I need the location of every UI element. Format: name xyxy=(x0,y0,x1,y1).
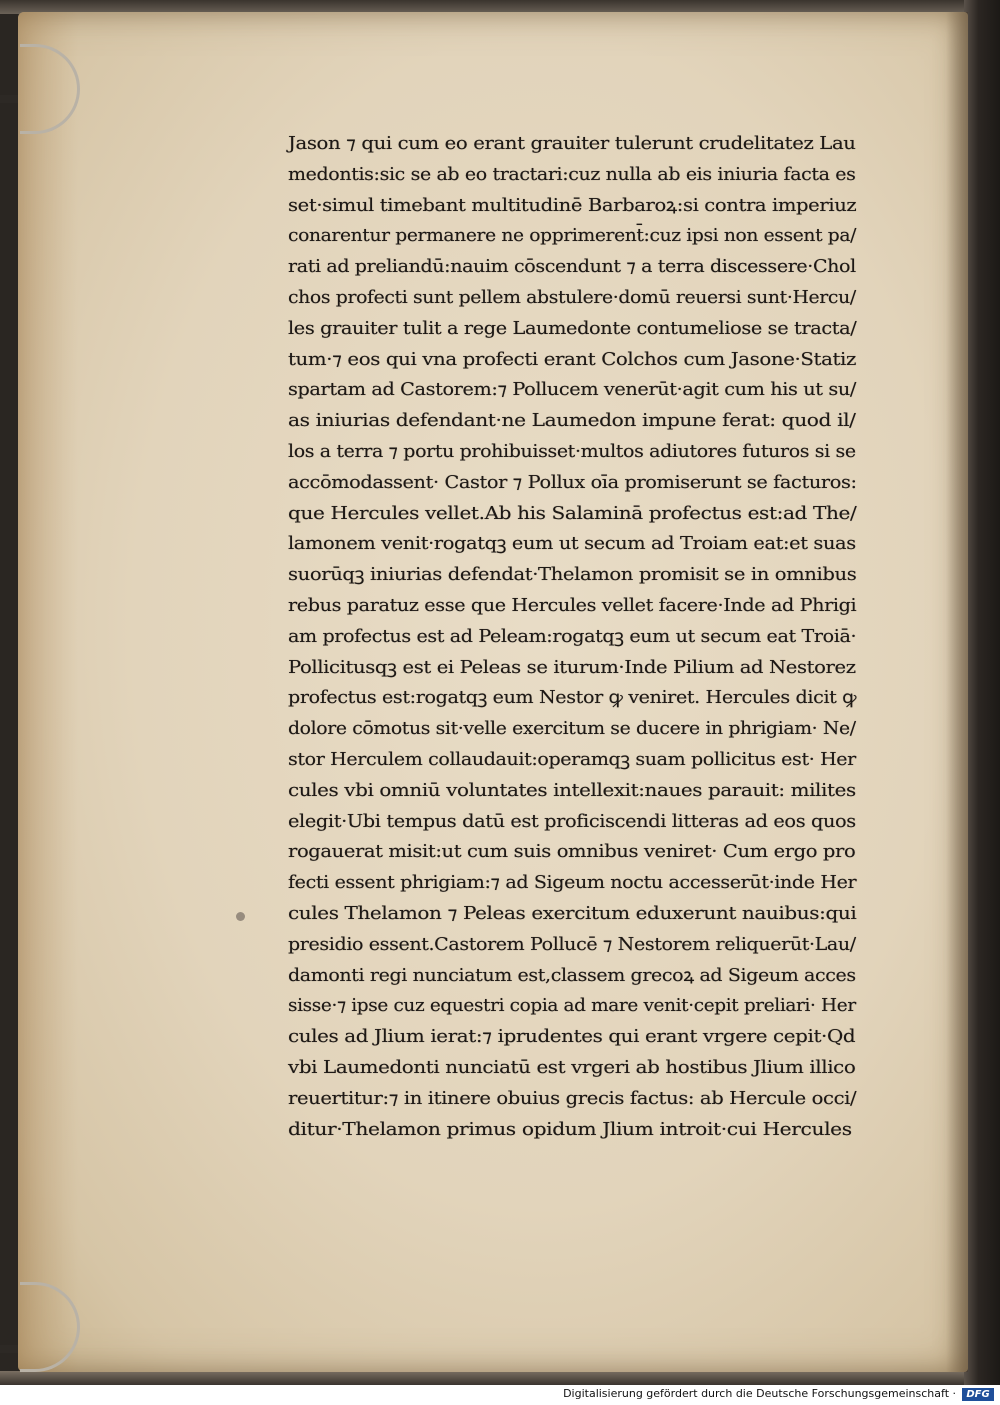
text-line: am profectus est ad Peleam:rogatqꝫ eum ut secum eat Troiā· xyxy=(288,626,857,647)
text-line: ditur·Thelamon primus opidum Jlium introit·cui Hercules xyxy=(288,1119,852,1140)
text-line: dolore cōmotus sit·velle exercitum se ducere in phrigiam· Ne/ xyxy=(288,719,856,740)
text-line: presidio essent.Castorem Pollucē ⁊ Nestorem reliquerūt·Lau/ xyxy=(288,934,856,955)
text-line: sisse·⁊ ipse cuz equestri copia ad mare venit·cepit preliari· Her xyxy=(288,996,856,1017)
dfg-logo: DFG xyxy=(962,1388,994,1401)
scanner-bed-bottom xyxy=(0,1371,1000,1385)
text-line: as iniurias defendant·ne Laumedon impune ferat: quod il/ xyxy=(288,411,856,432)
text-line: lamonem venit·rogatqꝫ eum ut secum ad Troiam eat:et suas xyxy=(288,534,856,555)
margin-stain xyxy=(18,12,78,1372)
ink-spot xyxy=(236,912,245,921)
text-line: profectus est:rogatqꝫ eum Nestor ꝙ veniret. Hercules dicit ꝙ xyxy=(288,688,857,709)
text-line: rebus paratuz esse que Hercules vellet facere·Inde ad Phrigi xyxy=(288,595,857,616)
text-line: set·simul timebant multitudinē Barbaroꝝ:si contra imperiuz xyxy=(288,195,857,216)
text-line: que Hercules vellet.Ab his Salaminā profectus est:ad The/ xyxy=(288,503,857,524)
text-line: Pollicitusqꝫ est ei Peleas se iturum·Inde Pilium ad Nestorez xyxy=(288,657,856,678)
text-column xyxy=(288,129,856,1145)
text-line: les grauiter tulit a rege Laumedonte contumeliose se tracta/ xyxy=(288,318,857,339)
text-line: tum·⁊ eos qui vna profecti erant Colchos cum Jasone·Statiz xyxy=(288,349,856,370)
text-line: conarentur permanere ne opprimerent̄:cuz ipsi non essent pa/ xyxy=(288,226,857,247)
scanner-bed-right xyxy=(964,0,1000,1385)
footer-credit: Digitalisierung gefördert durch die Deutsche Forschungsgemeinschaft · xyxy=(563,1387,956,1400)
footer-bar xyxy=(0,1385,1000,1405)
text-line: cules Thelamon ⁊ Peleas exercitum eduxerunt nauibus:qui xyxy=(288,903,857,924)
text-line: stor Herculem collaudauit:operamqꝫ suam pollicitus est· Her xyxy=(288,749,856,770)
text-line: rogauerat misit:ut cum suis omnibus veniret· Cum ergo pro xyxy=(288,842,856,863)
text-line: Jason ⁊ qui cum eo erant grauiter tulerunt crudelitatez Lau xyxy=(288,134,856,154)
text-line: rati ad preliandū:nauim cōscendunt ⁊ a terra discessere·Chol xyxy=(288,257,856,278)
text-line: spartam ad Castorem:⁊ Pollucem venerūt·agit cum his ut su/ xyxy=(288,380,856,401)
text-line: accōmodassent· Castor ⁊ Pollux oīa promiserunt se facturos: xyxy=(288,472,857,493)
text-line: elegit·Ubi tempus datū est proficiscendi litteras ad eos quos xyxy=(288,811,856,832)
text-line: medontis:sic se ab eo tractari:cuz nulla ab eis iniuria facta es xyxy=(288,164,856,185)
text-line: chos profecti sunt pellem abstulere·domū reuersi sunt·Hercu/ xyxy=(288,287,856,308)
text-line: vbi Laumedonti nunciatū est vrgeri ab hostibus Jlium illico xyxy=(288,1057,856,1078)
text-line: cules ad Jlium ierat:⁊ iprudentes qui erant vrgere cepit·Qd xyxy=(288,1027,856,1048)
text-line: suorūqꝫ iniurias defendat·Thelamon promisit se in omnibus xyxy=(288,565,857,586)
text-line: damonti regi nunciatum est,classem grecoꝝ ad Sigeum acces xyxy=(288,965,856,986)
text-line: cules vbi omniū voluntates intellexit:naues parauit: milites xyxy=(288,780,856,801)
text-line: fecti essent phrigiam:⁊ ad Sigeum noctu accesserūt·inde Her xyxy=(288,873,857,894)
text-line: los a terra ⁊ portu prohibuisset·multos adiutores futuros si se xyxy=(288,441,856,462)
page-fold-shadow xyxy=(946,12,968,1372)
text-line: reuertitur:⁊ in itinere obuius grecis factus: ab Hercule occi/ xyxy=(288,1088,857,1109)
